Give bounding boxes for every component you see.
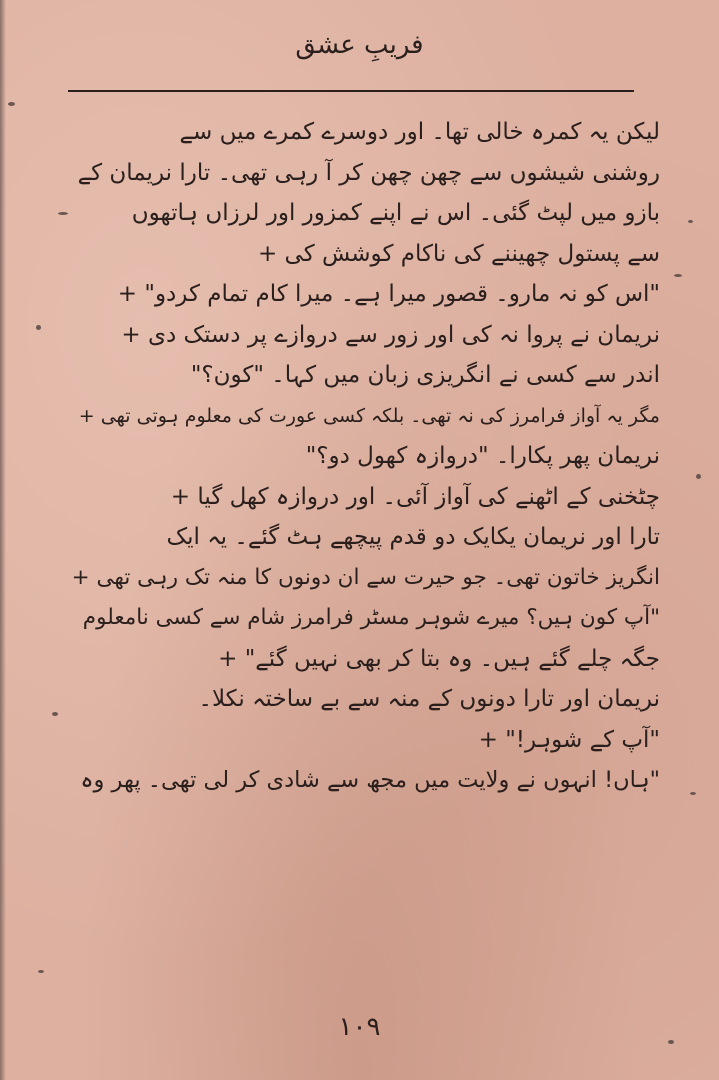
text-line: لیکن یہ کمرہ خالی تھا۔ اور دوسرے کمرے میں سے [179,119,660,145]
ink-speck [696,474,701,479]
header-rule [68,90,634,92]
text-line: بازو میں لپٹ گئی۔ اس نے اپنے کمزور اور لرزاں ہاتھوں [131,200,660,226]
ink-speck [36,325,41,330]
text-line: جگہ چلے گئے ہیں۔ وہ بتا کر بھی نہیں گئے" + [218,645,660,672]
text-line: "آپ کے شوہر!" + [478,726,660,753]
page-number: ۱۰۹ [338,1012,381,1042]
text-line: سے پستول چھیننے کی ناکام کوشش کی + [257,240,660,267]
ink-speck [674,274,682,277]
text-line: "آپ کون ہیں؟ میرے شوہر مسٹر فرامرز شام سے کسی نامعلوم [82,605,660,630]
body-text [70,112,660,801]
text-line: نریمان پھر پکارا۔ "دروازہ کھول دو؟" [305,443,660,469]
page-edge-shadow [0,0,6,1080]
text-line: مگر یہ آواز فرامرز کی نہ تھی۔ بلکہ کسی عورت کی معلوم ہوتی تھی + [78,404,660,427]
text-line: تارا اور نریمان یکایک دو قدم پیچھے ہٹ گئے۔ یہ ایک [166,524,660,550]
ink-speck [52,712,58,716]
running-header-title: فریبِ عشق [295,30,424,60]
text-line: چٹخنی کے اٹھنے کی آواز آئی۔ اور دروازہ کھل گیا + [170,483,660,510]
ink-speck [58,212,68,215]
ink-speck [8,102,15,106]
ink-speck [38,970,44,973]
ink-speck [690,792,696,795]
text-line: "ہاں! انہوں نے ولایت میں مجھ سے شادی کر لی تھی۔ پھر وہ [80,767,660,793]
text-line: روشنی شیشوں سے چھن چھن کر آ رہی تھی۔ تارا نریمان کے [77,159,660,186]
text-line: نریمان اور تارا دونوں کے منہ سے بے ساختہ نکلا۔ [198,686,660,712]
text-line: انگریز خاتون تھی۔ جو حیرت سے ان دونوں کا منہ تک رہی تھی + [71,564,660,590]
ink-speck [688,220,693,223]
text-line: "اس کو نہ مارو۔ قصور میرا ہے۔ میرا کام تمام کردو" + [117,281,660,307]
text-line: اندر سے کسی نے انگریزی زبان میں کہا۔ "کون؟" [190,362,660,388]
text-line: نریمان نے پروا نہ کی اور زور سے دروازے پر دستک دی + [121,321,660,348]
